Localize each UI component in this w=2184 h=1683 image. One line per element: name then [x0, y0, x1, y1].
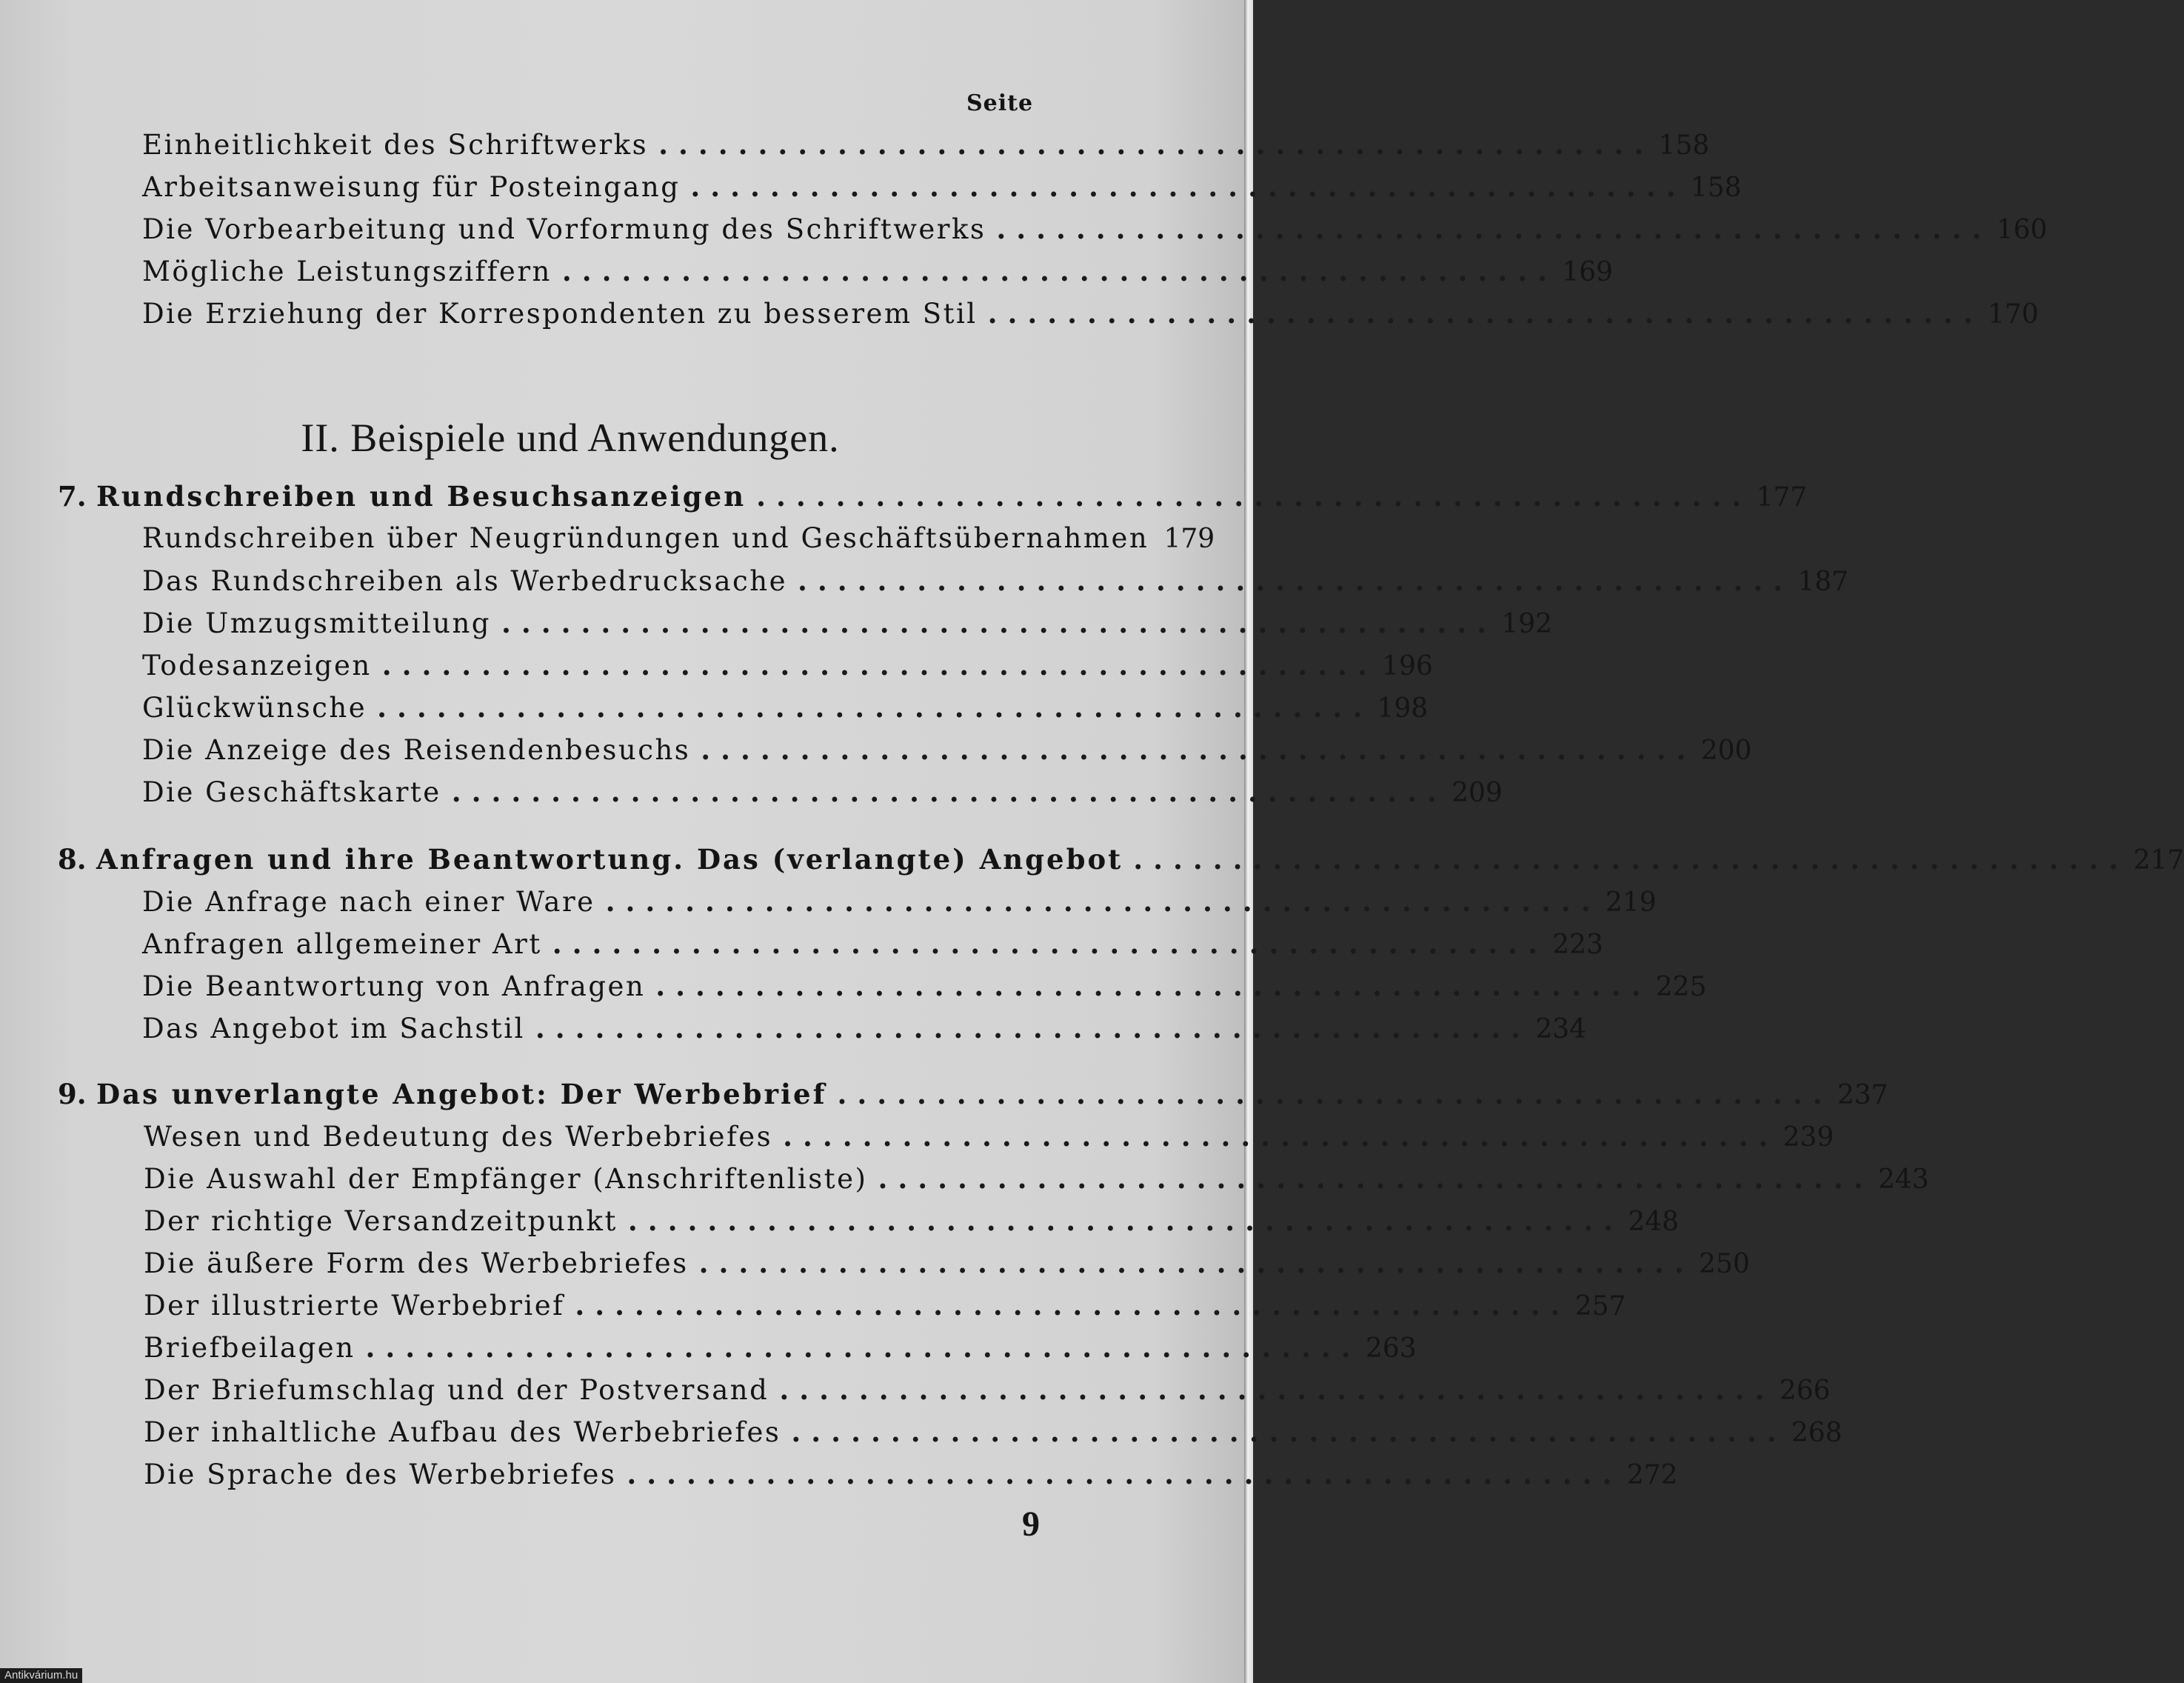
dot-leader: ..................................................	[655, 970, 1652, 1002]
entry-title: Der Briefumschlag und der Postversand	[144, 1374, 769, 1406]
toc-entry	[142, 1010, 1586, 1047]
dot-leader: ..................................................	[627, 1204, 1623, 1237]
entry-title: Die Erziehung der Korrespondenten zu besserem Stil	[142, 298, 978, 330]
entry-page: 198	[1377, 693, 1429, 724]
entry-page: 234	[1535, 1014, 1586, 1044]
toc-entry	[142, 210, 2048, 247]
toc-entry	[142, 967, 1707, 1004]
toc-entry	[144, 1160, 1929, 1197]
toc-entry	[142, 253, 1613, 290]
toc-entry	[142, 126, 1710, 163]
dot-leader: ..................................................	[552, 927, 1548, 960]
chapter-page: 177	[1756, 482, 1808, 513]
entry-page: 266	[1779, 1376, 1831, 1406]
entry-page: 209	[1452, 778, 1503, 808]
dot-leader: ..................................................	[878, 1162, 1874, 1195]
dot-leader: ..................................................	[658, 128, 1654, 161]
entry-title: Wesen und Bedeutung des Werbebriefes	[144, 1121, 773, 1153]
chapter-entry	[58, 841, 2184, 878]
toc-entry	[144, 1118, 1834, 1155]
entry-page: 243	[1877, 1164, 1929, 1195]
toc-entry	[142, 731, 1752, 768]
entry-title: Die äußere Form des Werbebriefes	[144, 1247, 689, 1279]
entry-title: Todesanzeigen	[142, 650, 372, 681]
dot-leader: ..................................................	[501, 607, 1497, 639]
entry-page: 160	[1996, 215, 2048, 245]
entry-page: 169	[1562, 257, 1613, 287]
dot-leader: ..................................................	[365, 1331, 1361, 1364]
section-heading: II. Beispiele und Anwendungen.	[301, 416, 840, 460]
dot-leader: ..................................................	[535, 1012, 1531, 1044]
dot-leader: ..................................................	[698, 1247, 1694, 1279]
dot-leader: ..................................................	[779, 1373, 1775, 1406]
entry-title: Das Angebot im Sachstil	[142, 1013, 525, 1044]
chapter-entry	[58, 478, 1808, 515]
toc-entry	[142, 925, 1603, 962]
entry-page: 158	[1690, 173, 1742, 203]
entry-title: Die Beantwortung von Anfragen	[142, 970, 646, 1002]
entry-title: Briefbeilagen	[144, 1332, 355, 1364]
entry-page: 248	[1628, 1207, 1679, 1237]
entry-title: Arbeitsanweisung für Posteingang	[142, 171, 681, 203]
entry-page: 219	[1605, 887, 1657, 918]
watermark: Antikvárium.hu	[0, 1668, 82, 1683]
entry-title: Die Auswahl der Empfänger (Anschriftenliste)	[144, 1163, 868, 1195]
toc-entry	[142, 520, 1215, 557]
entry-page: 257	[1574, 1291, 1626, 1322]
chapter-number: 7.	[58, 480, 87, 513]
toc-entry	[142, 562, 1849, 599]
dot-leader: ..................................................	[756, 480, 1752, 513]
entry-page: 179	[1163, 524, 1215, 554]
entry-page: 239	[1783, 1122, 1834, 1153]
entry-page: 170	[1988, 299, 2039, 330]
toc-entry	[144, 1413, 1843, 1450]
dot-leader: ..................................................	[605, 885, 1601, 918]
entry-title: Die Sprache des Werbebriefes	[144, 1459, 617, 1490]
dot-leader: ..................................................	[797, 564, 1794, 597]
chapter-title: Anfragen und ihre Beantwortung. Das (verlangte) Angebot	[96, 843, 1123, 876]
entry-title: Einheitlichkeit des Schriftwerks	[142, 129, 649, 161]
entry-title: Glückwünsche	[142, 692, 367, 724]
entry-page: 272	[1626, 1460, 1678, 1490]
chapter-number: 8.	[58, 843, 87, 876]
entry-page: 263	[1365, 1333, 1417, 1364]
dot-leader: ..................................................	[575, 1289, 1571, 1322]
page-column-label: Seite	[966, 90, 1034, 116]
entry-page: 158	[1658, 130, 1710, 161]
dot-leader: ..................................................	[627, 1458, 1623, 1490]
entry-title: Rundschreiben über Neugründungen und Geschäftsübernahmen	[142, 522, 1149, 554]
toc-entry	[142, 689, 1429, 726]
toc-entry	[142, 168, 1742, 205]
entry-title: Mögliche Leistungsziffern	[142, 256, 552, 287]
dot-leader: ..................................................	[996, 213, 1992, 245]
dot-leader: ..................................................	[561, 255, 1557, 287]
dot-leader: ..................................................	[987, 297, 1983, 330]
entry-title: Anfragen allgemeiner Art	[142, 928, 542, 960]
entry-title: Die Anzeige des Reisendenbesuchs	[142, 734, 691, 766]
chapter-page: 217	[2133, 845, 2184, 876]
toc-entry	[144, 1329, 1417, 1366]
dot-leader: ..................................................	[701, 733, 1697, 766]
toc-entry	[144, 1287, 1626, 1324]
toc-entry	[144, 1371, 1831, 1408]
entry-title: Die Vorbearbeitung und Vorformung des Schriftwerks	[142, 213, 986, 245]
toc-entry	[144, 1244, 1750, 1282]
toc-entry	[144, 1202, 1679, 1239]
entry-title: Der illustrierte Werbebrief	[144, 1290, 565, 1322]
chapter-entry	[58, 1076, 1889, 1113]
toc-entry	[142, 647, 1433, 684]
chapter-number: 9.	[58, 1078, 87, 1110]
entry-title: Der inhaltliche Aufbau des Werbebriefes	[144, 1416, 781, 1448]
toc-entry	[142, 773, 1503, 810]
entry-page: 192	[1501, 609, 1553, 639]
entry-title: Die Anfrage nach einer Ware	[142, 886, 595, 918]
chapter-title: Das unverlangte Angebot: Der Werbebrief	[96, 1078, 827, 1110]
entry-page: 223	[1552, 930, 1603, 960]
toc-entry	[142, 295, 2039, 332]
dot-leader: ..................................................	[837, 1078, 1833, 1110]
page-number: 9	[1022, 1504, 1040, 1544]
dot-leader: ..................................................	[1133, 843, 2129, 876]
entry-page: 268	[1791, 1418, 1843, 1448]
dot-leader: ..................................................	[791, 1416, 1787, 1448]
dot-leader: ..................................................	[381, 649, 1377, 681]
entry-page: 200	[1700, 736, 1752, 766]
toc-entry	[144, 1456, 1678, 1493]
entry-page: 187	[1797, 567, 1849, 597]
entry-title: Die Umzugsmitteilung	[142, 607, 491, 639]
chapter-page: 237	[1837, 1080, 1889, 1110]
entry-title: Die Geschäftskarte	[142, 776, 441, 808]
toc-entry	[142, 604, 1553, 641]
dot-leader: ..................................................	[377, 691, 1373, 724]
dot-leader: ..................................................	[451, 776, 1447, 808]
toc-entry	[142, 883, 1657, 920]
entry-page: 196	[1382, 651, 1433, 681]
dot-leader: ..................................................	[690, 170, 1686, 203]
entry-page: 250	[1699, 1249, 1750, 1279]
entry-page: 225	[1655, 972, 1707, 1002]
entry-title: Der richtige Versandzeitpunkt	[144, 1205, 618, 1237]
dot-leader: ..................................................	[783, 1120, 1779, 1153]
entry-title: Das Rundschreiben als Werbedrucksache	[142, 565, 787, 597]
chapter-title: Rundschreiben und Besuchsanzeigen	[96, 480, 747, 513]
